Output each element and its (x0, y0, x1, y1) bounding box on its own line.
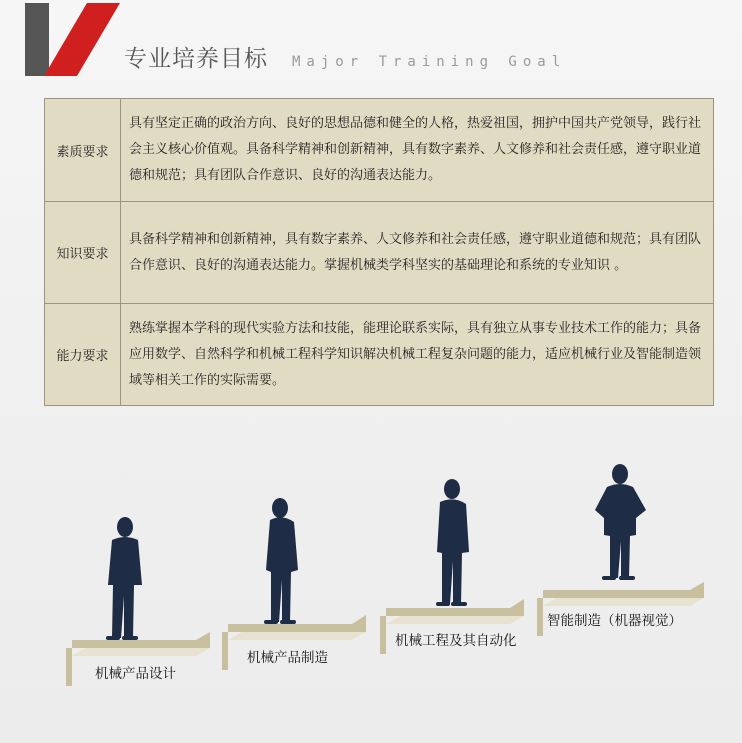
page-title: 专业培养目标 (124, 46, 268, 72)
requirement-label: 知识要求 (45, 202, 121, 304)
person-silhouette-4 (595, 464, 646, 580)
requirement-text: 具备科学精神和创新精神，具有数字素养、人文修养和社会责任感，遵守职业道德和规范；具有团队合作意识、良好的沟通表达能力。掌握机械类学科坚实的基础理论和系统的专业知识 。 (121, 202, 714, 304)
step-label-1: 机械产品设计 (95, 666, 176, 682)
table-row (45, 99, 714, 202)
page-subtitle: Major Training Goal (292, 54, 567, 70)
person-silhouette-2 (264, 498, 298, 624)
table-row (45, 202, 714, 304)
requirements-table (44, 98, 714, 406)
requirement-text: 熟练掌握本学科的现代实验方法和技能，能理论联系实际，具有独立从事专业技术工作的能力；具备应用数学、自然科学和机械工程科学知识解决机械工程复杂问题的能力，适应机械行业及智能制造领域等相关工作的实际需要。 (121, 304, 714, 406)
requirement-label: 能力要求 (45, 304, 121, 406)
requirement-label: 素质要求 (45, 99, 121, 202)
logo-mark-icon (25, 3, 120, 76)
step-label-3: 机械工程及其自动化 (395, 633, 517, 649)
step-label-2: 机械产品制造 (247, 650, 328, 666)
step-label-4: 智能制造（机器视觉） (547, 613, 682, 629)
person-silhouette-3 (436, 479, 469, 606)
table-row (45, 304, 714, 406)
requirement-text: 具有坚定正确的政治方向、良好的思想品德和健全的人格，热爱祖国，拥护中国共产党领导，践行社会主义核心价值观。具备科学精神和创新精神，具有数字素养、人文修养和社会责任感，遵守职业道德和规范；具有团队合作意识、良好的沟通表达能力。 (121, 99, 714, 202)
person-silhouette-1 (106, 517, 142, 640)
career-stairs-illustration (0, 420, 742, 743)
